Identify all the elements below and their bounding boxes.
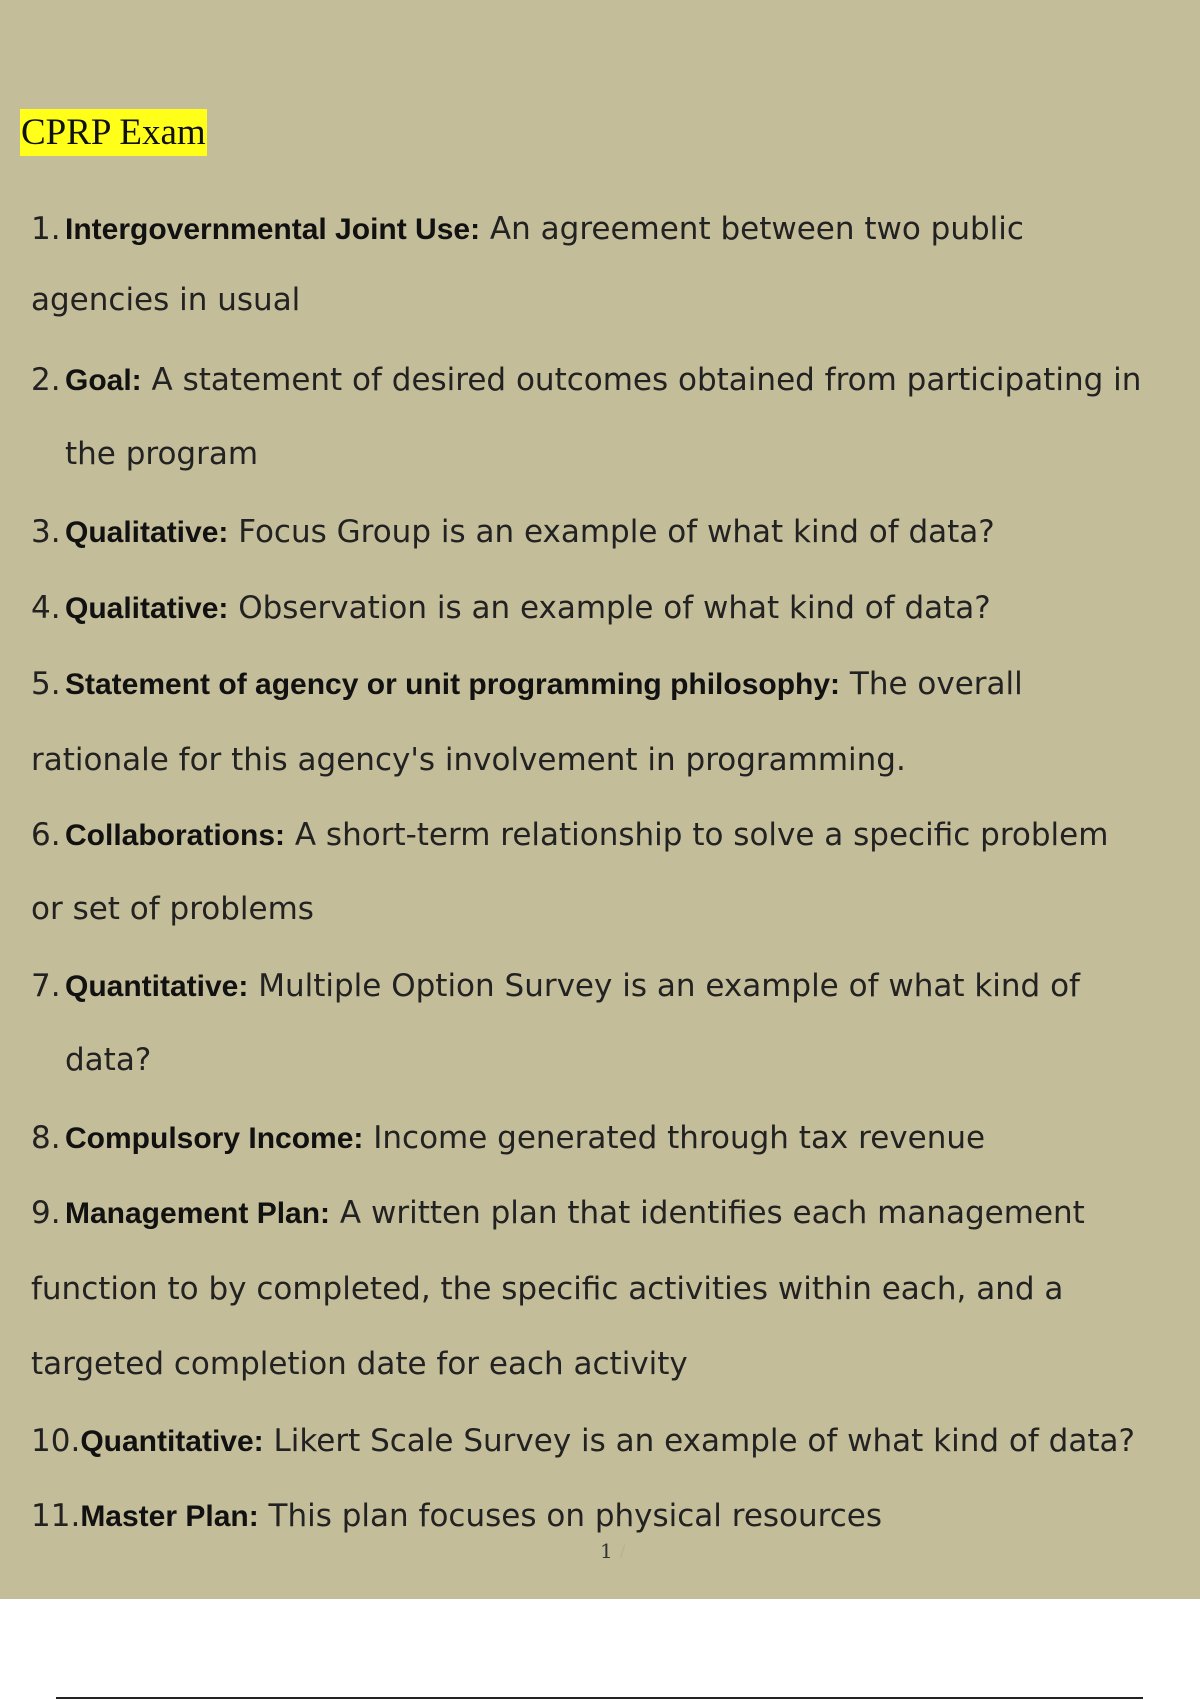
entry-number: 5. xyxy=(31,666,61,702)
entry-term: Compulsory Income: xyxy=(65,1122,364,1155)
entry-number: 11. xyxy=(31,1498,81,1534)
entry-7-continuation: data? xyxy=(65,1042,152,1078)
entry-number: 8. xyxy=(31,1120,61,1156)
entry-7 xyxy=(31,966,1080,1006)
entry-1-continuation: agencies in usual xyxy=(31,282,301,318)
entry-term: Collaborations: xyxy=(65,819,286,852)
entry-text: A short-term relationship to solve a specific problem xyxy=(285,817,1109,853)
entry-term: Management Plan: xyxy=(65,1197,331,1230)
entry-5-continuation: rationale for this agency's involvement in programming. xyxy=(31,742,906,778)
entry-text: A statement of desired outcomes obtained from participating in xyxy=(141,362,1142,398)
entry-term: Statement of agency or unit programming philosophy: xyxy=(65,668,841,701)
entry-text: Focus Group is an example of what kind of data? xyxy=(228,514,995,550)
entry-term: Qualitative: xyxy=(65,592,229,625)
entry-number: 7. xyxy=(31,968,61,1004)
entry-term: Quantitative: xyxy=(80,1425,264,1458)
entry-6-continuation: or set of problems xyxy=(31,891,314,927)
entry-11 xyxy=(31,1496,882,1536)
entry-text: Observation is an example of what kind of data? xyxy=(228,590,991,626)
entry-10 xyxy=(31,1421,1135,1461)
entry-number: 6. xyxy=(31,817,61,853)
footer-divider xyxy=(56,1697,1143,1699)
entry-4 xyxy=(31,588,991,628)
entry-8 xyxy=(31,1118,985,1158)
entry-9-continuation: targeted completion date for each activity xyxy=(31,1346,688,1382)
entry-number: 10. xyxy=(31,1423,81,1459)
entry-5 xyxy=(31,664,1023,704)
entry-text: A written plan that identifies each management xyxy=(330,1195,1085,1231)
page-number-suffix: / xyxy=(620,1541,626,1560)
entry-number: 3. xyxy=(31,514,61,550)
entry-1 xyxy=(31,209,1024,249)
entry-number: 1. xyxy=(31,211,61,247)
entry-term: Intergovernmental Joint Use: xyxy=(65,213,481,246)
entry-text: This plan focuses on physical resources xyxy=(258,1498,882,1534)
entry-text: An agreement between two public xyxy=(480,211,1024,247)
entry-text: The overall xyxy=(840,666,1023,702)
entry-term: Goal: xyxy=(65,364,142,397)
entry-6 xyxy=(31,815,1108,855)
entry-3 xyxy=(31,512,995,552)
entry-text: Multiple Option Survey is an example of what kind of xyxy=(248,968,1080,1004)
entry-9 xyxy=(31,1193,1085,1233)
entry-term: Qualitative: xyxy=(65,516,229,549)
entry-number: 9. xyxy=(31,1195,61,1231)
document-title: CPRP Exam xyxy=(20,109,207,156)
entry-text: Likert Scale Survey is an example of what kind of data? xyxy=(263,1423,1135,1459)
entry-text: Income generated through tax revenue xyxy=(363,1120,986,1156)
entry-number: 2. xyxy=(31,362,61,398)
page-number: 1 xyxy=(600,1539,613,1563)
entry-term: Master Plan: xyxy=(80,1500,259,1533)
entry-2 xyxy=(31,360,1141,400)
entry-2-continuation: the program xyxy=(65,436,259,472)
entry-number: 4. xyxy=(31,590,61,626)
entry-term: Quantitative: xyxy=(65,970,249,1003)
entry-9-continuation: function to by completed, the specific activities within each, and a xyxy=(31,1271,1064,1307)
